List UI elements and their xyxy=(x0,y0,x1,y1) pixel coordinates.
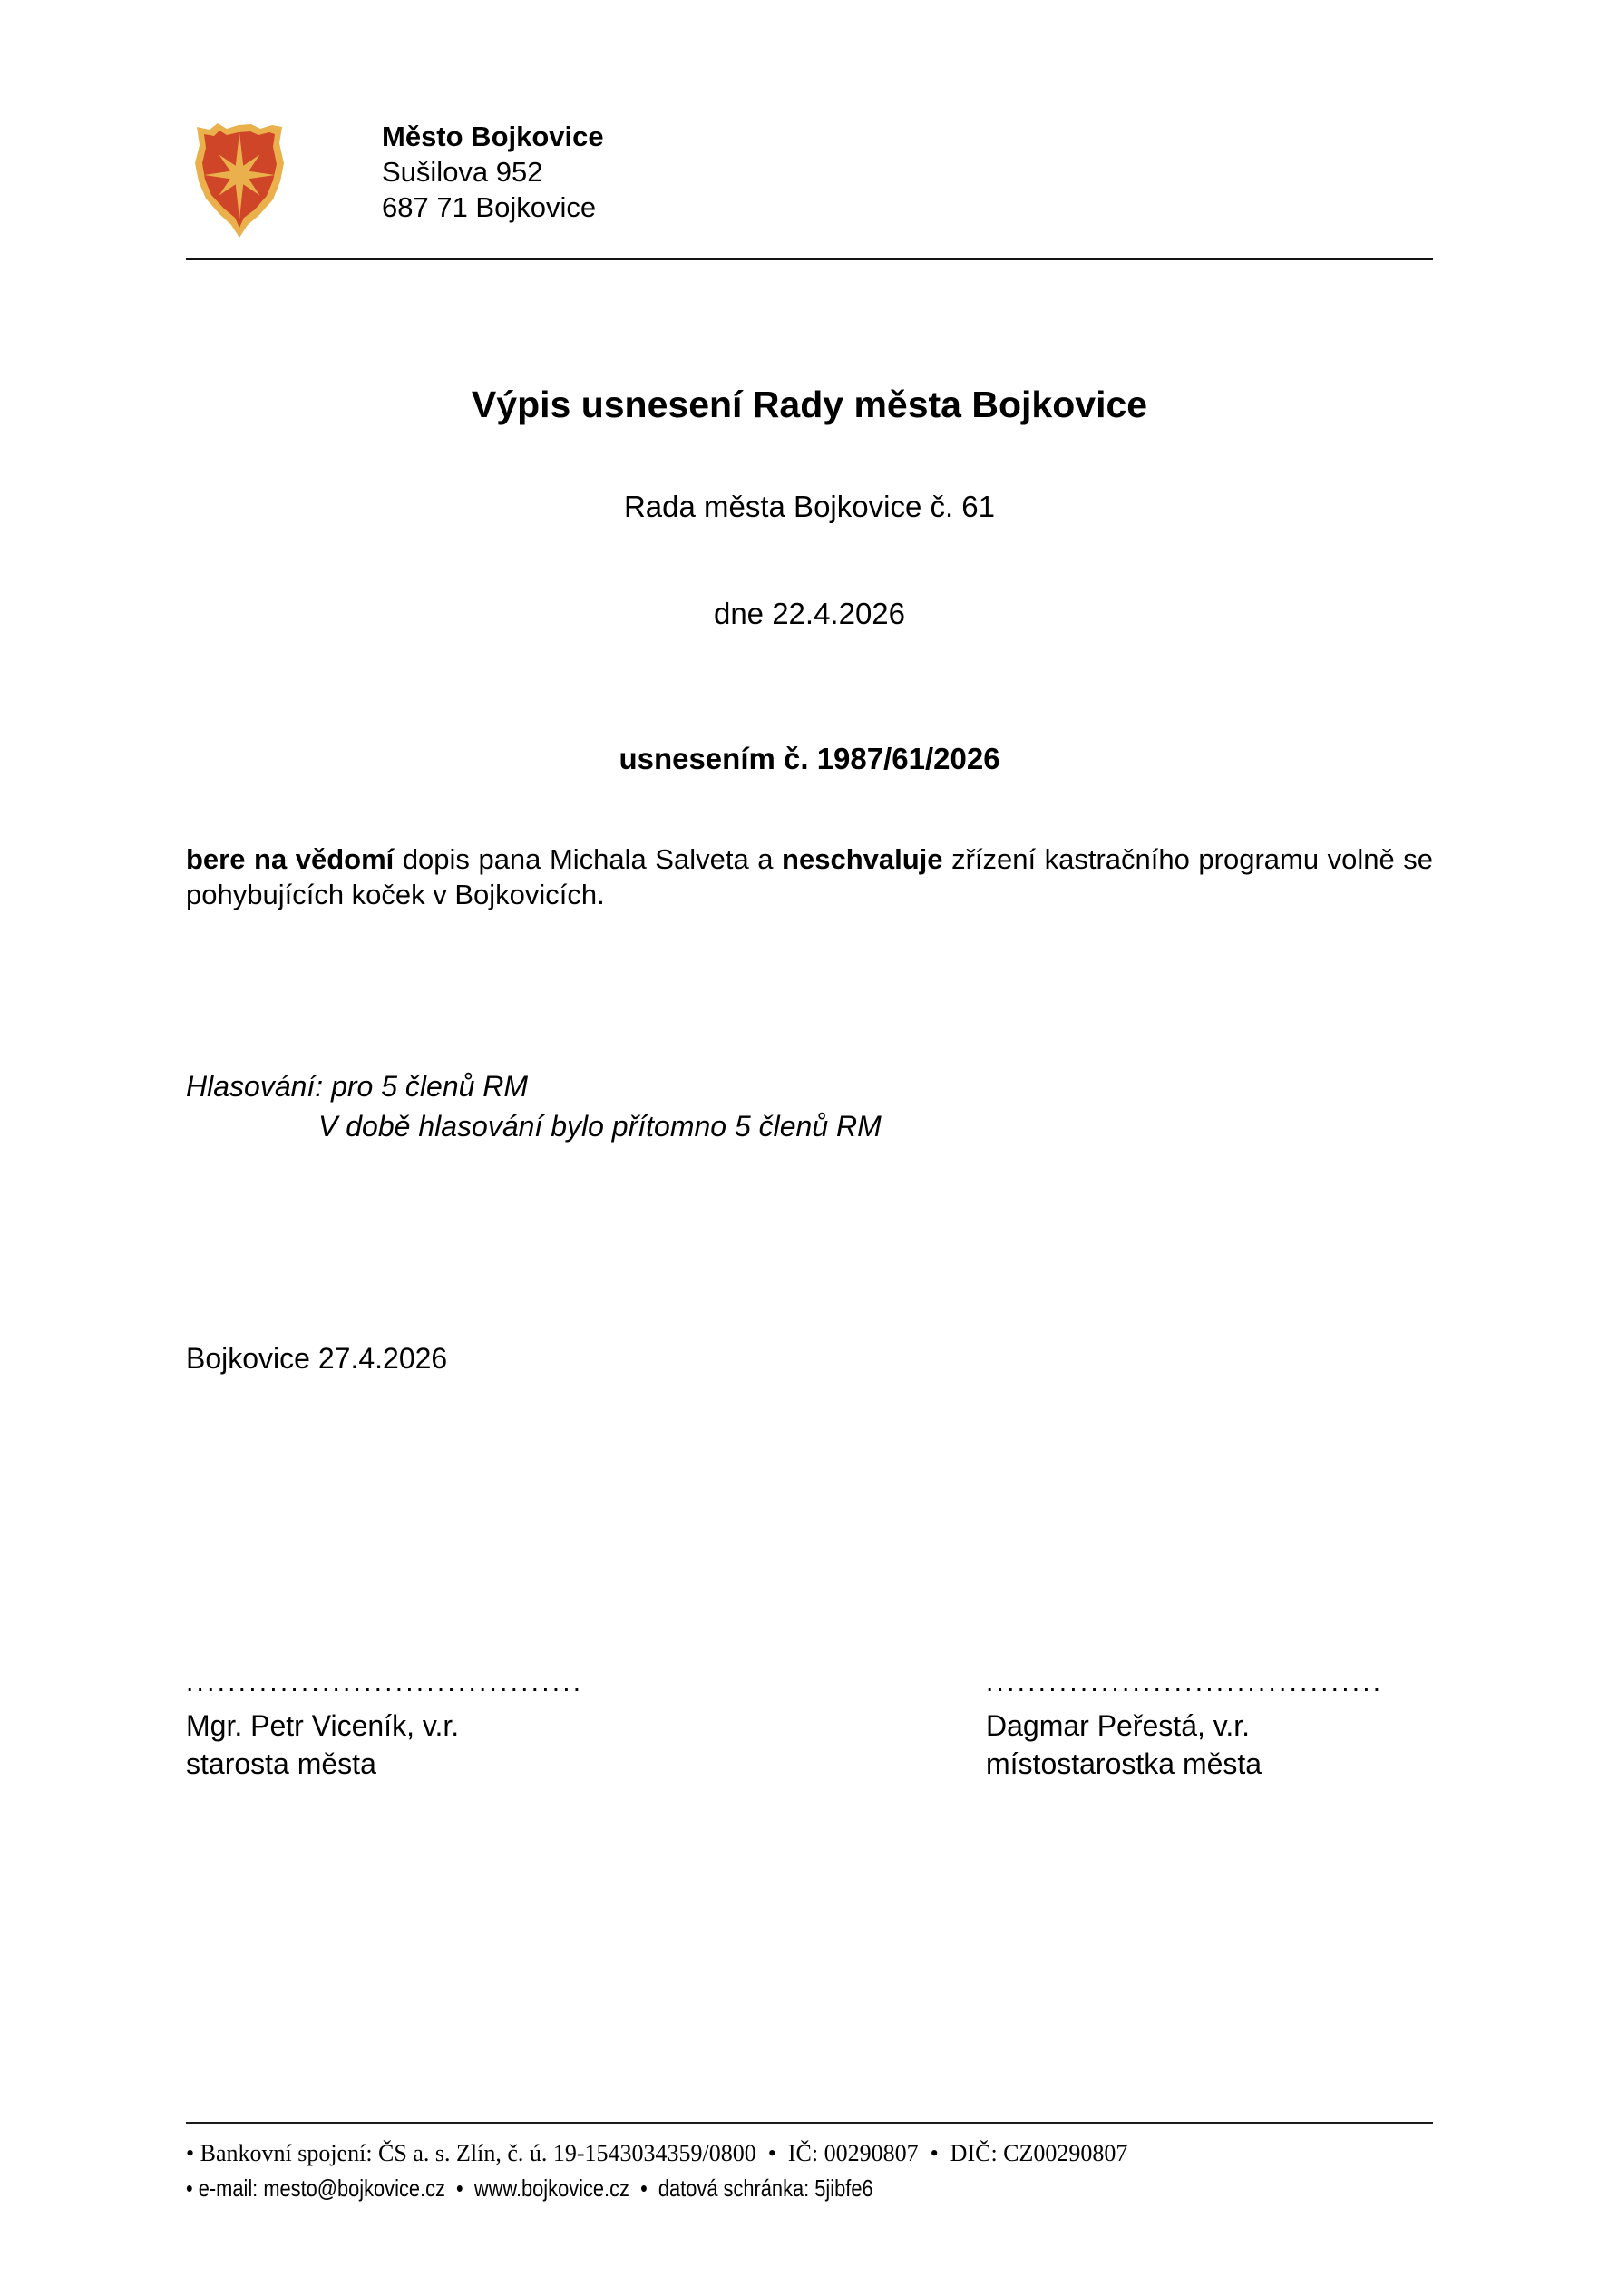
letterhead xyxy=(382,119,604,225)
footer-contact-info: • e-mail: mesto@bojkovice.cz • www.bojkovice.cz • datová schránka: 5jibfe6 xyxy=(186,2174,873,2202)
voting-line2: V době hlasování bylo přítomno 5 členů RM xyxy=(318,1110,882,1143)
voting-block xyxy=(186,1066,882,1146)
resolution-body-line1 xyxy=(186,842,1433,877)
footer xyxy=(186,2138,1127,2204)
resolution-body xyxy=(186,842,1433,912)
page-title: Výpis usnesení Rady města Bojkovice xyxy=(471,384,1148,425)
mayor-role: starosta města xyxy=(186,1747,376,1780)
deputy-mayor-role: místostarostka města xyxy=(986,1747,1262,1780)
signature-mayor xyxy=(186,1667,583,1783)
session-date: dne 22.4.2026 xyxy=(713,597,906,630)
body-text-2: zřízení kastračního programu volně se xyxy=(951,843,1434,875)
council-session-label: Rada města Bojkovice č. 61 xyxy=(623,490,996,523)
signature-deputy-mayor xyxy=(986,1667,1383,1783)
address-street: Sušilova 952 xyxy=(382,156,543,188)
voting-line1: Hlasování: pro 5 členů RM xyxy=(186,1070,529,1103)
city-name: Město Bojkovice xyxy=(382,121,604,152)
body-bold-takes-note: bere na vědomí xyxy=(186,843,395,875)
resolution-number: usnesením č. 1987/61/2026 xyxy=(619,742,1000,775)
signature-line-right: ...................................... xyxy=(986,1668,1384,1698)
footer-divider xyxy=(186,2122,1433,2124)
address-city: 687 71 Bojkovice xyxy=(382,191,597,223)
footer-bank-info: • Bankovní spojení: ČS a. s. Zlín, č. ú. 19-1543034359/0800 • IČ: 00290807 • DIČ: CZ00290807 xyxy=(186,2140,1128,2166)
resolution-body-line2: pohybujících koček v Bojkovicích. xyxy=(186,879,605,910)
body-text-1: dopis pana Michala Salveta a xyxy=(402,843,774,875)
deputy-mayor-name: Dagmar Peřestá, v.r. xyxy=(986,1709,1251,1742)
mayor-name: Mgr. Petr Viceník, v.r. xyxy=(186,1709,460,1742)
city-crest-icon xyxy=(186,118,293,243)
header-divider xyxy=(186,258,1433,260)
issue-date: Bojkovice 27.4.2026 xyxy=(186,1342,448,1375)
signature-line-left: ...................................... xyxy=(186,1668,584,1698)
body-bold-disapproves: neschvaluje xyxy=(782,843,943,875)
